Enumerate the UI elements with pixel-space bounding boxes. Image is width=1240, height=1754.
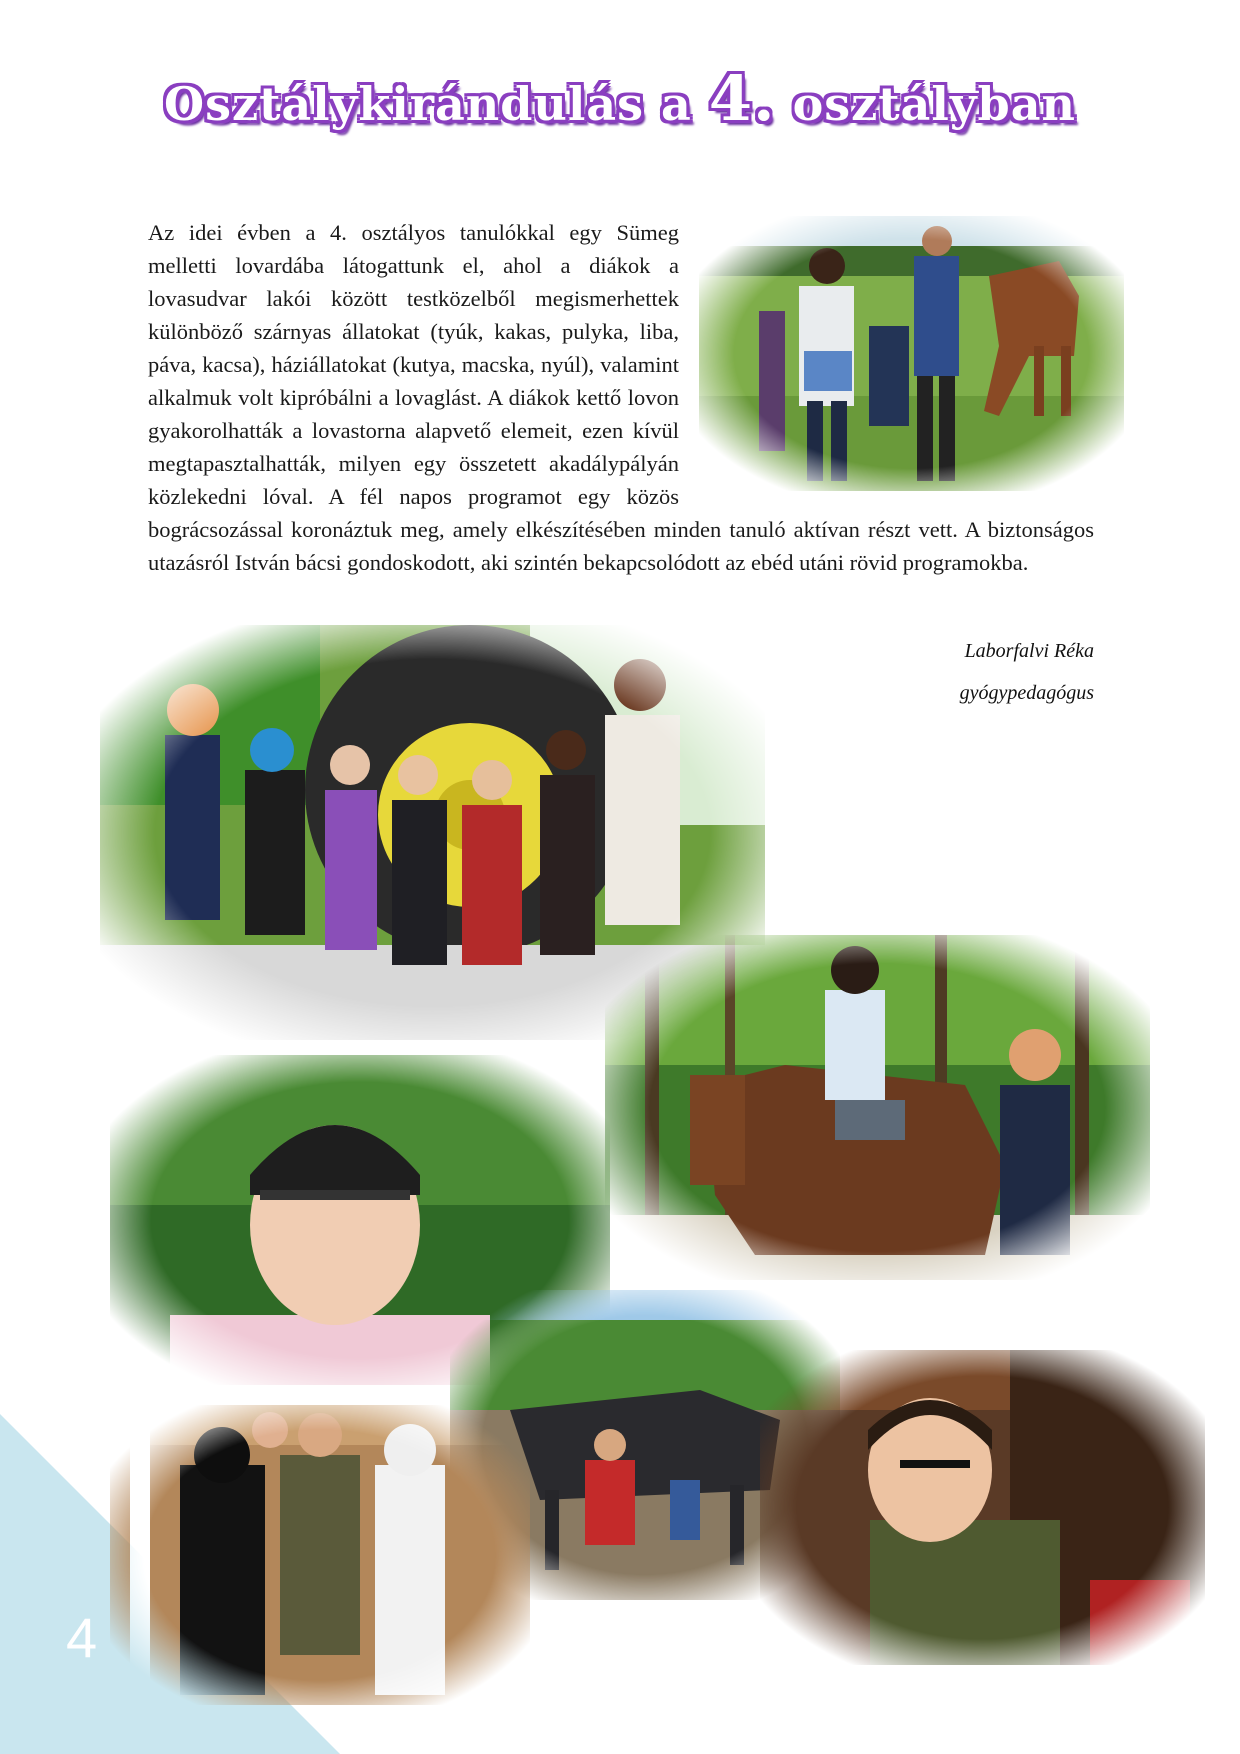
title-part-2: osztályban [775,77,1076,131]
page-number: 4 [66,1606,98,1669]
article-text: Az idei évben a 4. osztályos tanulókkal egy Sümeg melletti lovardába látogattunk el, ahol a diákok a lovasudvar lakói között testközelből megismerhettek különböző szárnyas állatokat (tyúk, kakas, pulyka, liba, páva, kacsa), háziállatokat (kutya, macska, nyúl), valamint alkalmuk volt kipróbálni a lovaglást. A diákok kettő lovon gyakorolhatták a lovastorna alapvető elemeit, ezen kívül megtapasztalhatták, milyen egy összetett akadálypályán közlekedni lóval. A fél napos programot egy közös bográcsozással koronáztuk meg, amely elkészítésében minden tanuló aktívan részt vett. A biztonságos utazásról István bácsi gondoskodott, aki szintén bekapcsolódott az ebéd utáni rövid programokba. [148,220,1094,575]
author-name: Laborfalvi Réka [964,640,1094,662]
title-number: 4. [708,62,776,135]
photo-horses-field [699,216,1124,491]
author-signature [960,630,1094,714]
article [148,216,1094,579]
photo-riding-lesson [605,935,1150,1280]
photo-star-wars-figures [110,1405,530,1705]
photo-boy-with-horse [760,1350,1205,1665]
title-part-1: Osztálykirándulás a [164,77,709,131]
page-title [0,62,1240,135]
author-role: gyógypedagógus [959,682,1094,704]
